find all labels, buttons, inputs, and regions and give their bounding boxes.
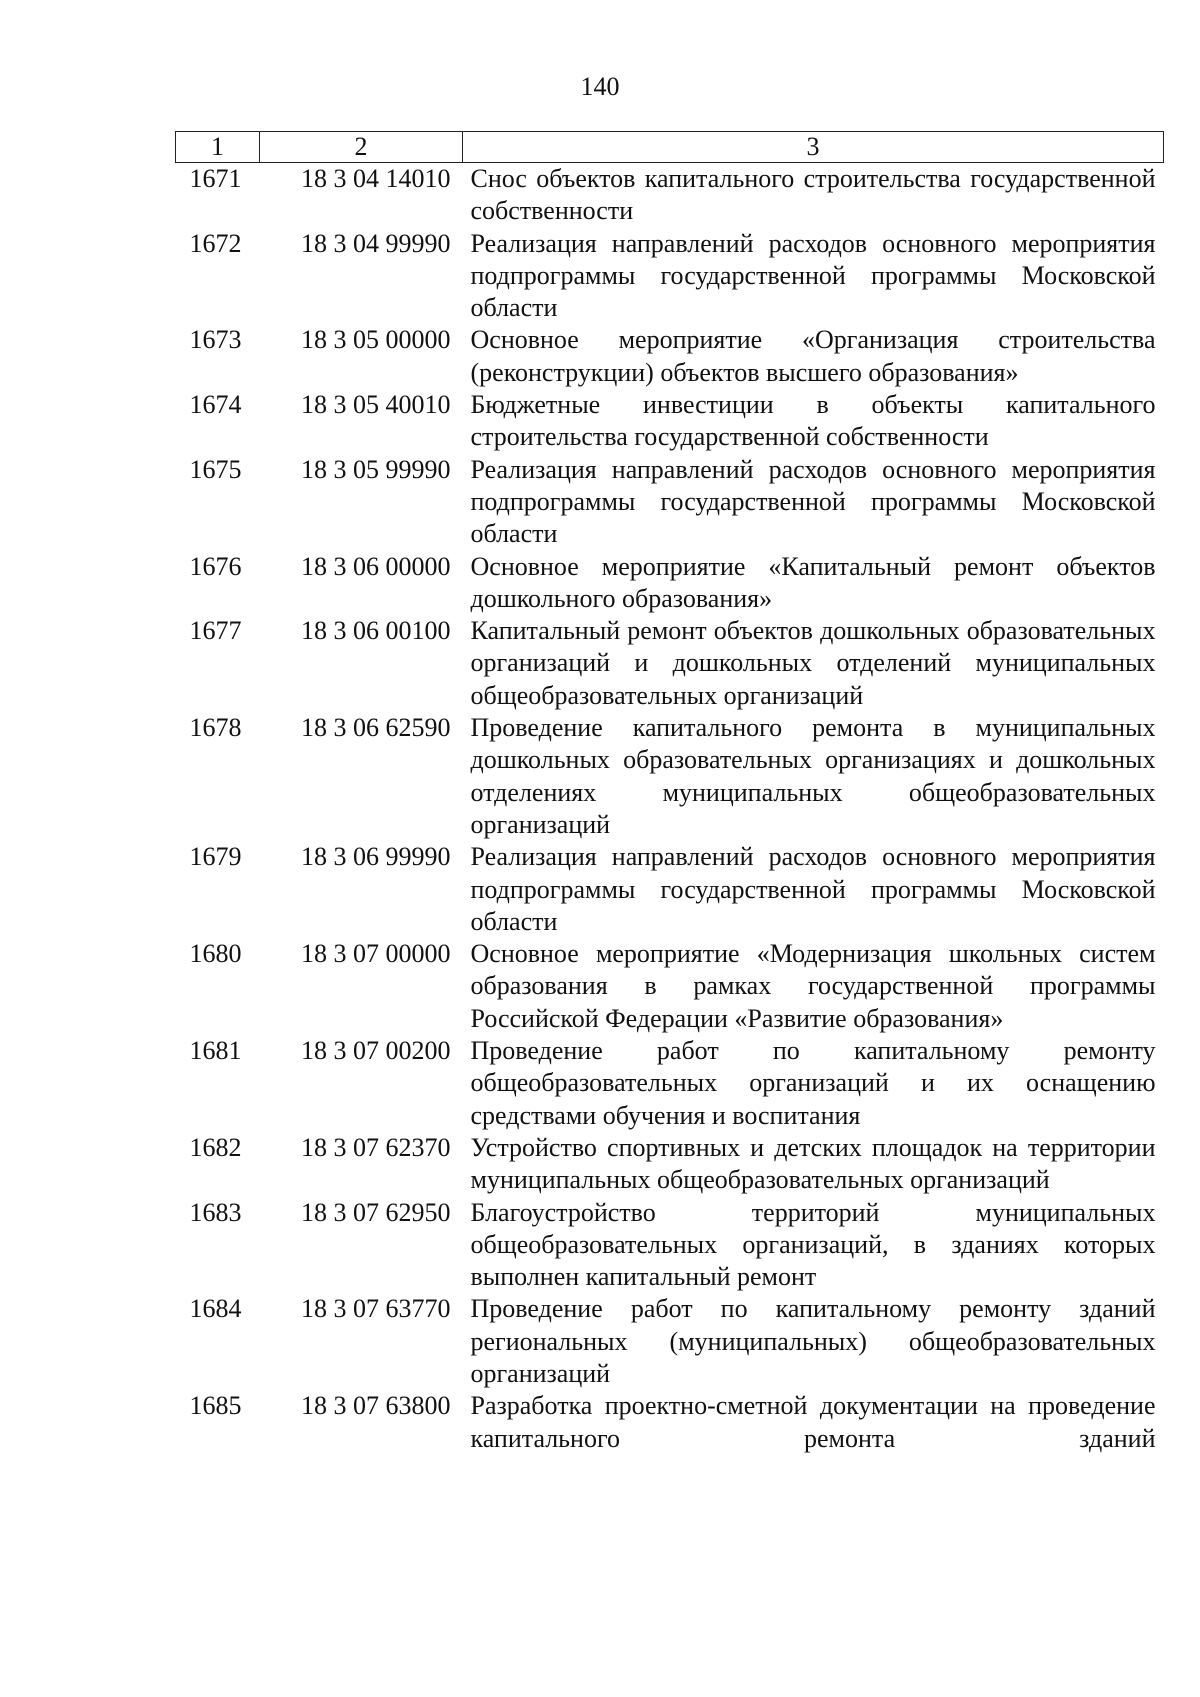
classification-code: 18 3 04 99990	[301, 228, 451, 258]
classification-code: 18 3 05 99990	[301, 454, 451, 484]
table-row	[176, 1132, 1164, 1197]
row-number: 1680	[189, 939, 242, 969]
row-number: 1684	[189, 1294, 242, 1324]
classification-code: 18 3 07 00200	[301, 1036, 451, 1066]
classification-code: 18 3 05 40010	[301, 390, 451, 420]
table-row	[176, 1293, 1164, 1390]
table-row	[176, 454, 1164, 551]
table-row	[176, 228, 1164, 325]
row-description: Основное мероприятие «Капитальный ремонт объектов дошкольного образования»	[470, 551, 1156, 613]
row-description: Благоустройство территорий муниципальных общеобразовательных организаций, в зданиях которых выполнен капитальный ремонт	[470, 1197, 1156, 1292]
row-number: 1679	[189, 842, 242, 872]
row-number: 1673	[189, 325, 242, 355]
table-row	[176, 389, 1164, 454]
row-description: Проведение капитального ремонта в муниципальных дошкольных образовательных организациях и дошкольных отделениях муниципальных общеобразовательных организаций	[470, 713, 1156, 839]
row-description: Бюджетные инвестиции в объекты капитального строительства государственной собственности	[470, 390, 1156, 452]
page-number: 140	[580, 72, 620, 101]
table-row	[176, 615, 1164, 712]
classification-code: 18 3 06 00000	[301, 551, 451, 581]
row-description: Устройство спортивных и детских площадок на территории муниципальных общеобразовательных организаций	[470, 1132, 1156, 1195]
row-description: Проведение работ по капитальному ремонту общеобразовательных организаций и их оснащению средствами обучения и воспитания	[470, 1036, 1156, 1130]
column-header-code: 2	[260, 132, 463, 163]
table-row	[176, 841, 1164, 938]
table-row	[176, 938, 1164, 1035]
row-description: Снос объектов капитального строительства государственной собственности	[470, 164, 1156, 226]
row-number: 1676	[189, 551, 242, 581]
table-row	[176, 551, 1164, 616]
row-number: 1674	[189, 390, 242, 420]
table-row	[176, 163, 1164, 228]
classification-code: 18 3 06 62590	[301, 713, 451, 743]
table-row	[176, 1035, 1164, 1132]
row-number: 1675	[189, 454, 242, 484]
row-number: 1681	[189, 1036, 242, 1066]
row-description: Реализация направлений расходов основного мероприятия подпрограммы государственной программы Московской области	[470, 228, 1156, 323]
row-number: 1678	[189, 713, 242, 743]
classification-code: 18 3 05 00000	[301, 325, 451, 355]
row-number: 1685	[189, 1391, 242, 1421]
row-description: Разработка проектно-сметной документации на проведение капитального ремонта зданий	[470, 1391, 1156, 1453]
row-description: Основное мероприятие «Организация строительства (реконструкции) объектов высшего образования»	[470, 325, 1156, 387]
classification-code: 18 3 07 63770	[301, 1294, 451, 1324]
table-row	[176, 324, 1164, 389]
row-number: 1682	[189, 1132, 242, 1162]
row-number: 1677	[189, 616, 242, 646]
table-header	[176, 132, 1164, 163]
table-row	[176, 1390, 1164, 1455]
column-header-number: 1	[176, 132, 260, 163]
classification-code: 18 3 06 99990	[301, 842, 451, 872]
row-description: Основное мероприятие «Модернизация школьных систем образования в рамках государственной программы Российской Федерации «Развитие образования»	[470, 939, 1156, 1033]
column-header-description: 3	[463, 132, 1164, 163]
budget-classification-table	[175, 131, 1164, 1455]
classification-code: 18 3 07 63800	[301, 1391, 451, 1421]
row-description: Реализация направлений расходов основного мероприятия подпрограммы государственной программы Московской области	[470, 842, 1156, 936]
classification-code: 18 3 07 62950	[301, 1197, 451, 1227]
classification-code: 18 3 07 62370	[301, 1132, 451, 1162]
classification-code: 18 3 06 00100	[301, 616, 451, 646]
classification-code: 18 3 07 00000	[301, 939, 451, 969]
row-description: Проведение работ по капитальному ремонту зданий региональных (муниципальных) общеобразовательных организаций	[470, 1294, 1156, 1388]
row-number: 1683	[189, 1197, 242, 1227]
table-row	[176, 712, 1164, 841]
classification-code: 18 3 04 14010	[301, 164, 451, 193]
table-row	[176, 1197, 1164, 1294]
row-description: Капитальный ремонт объектов дошкольных образовательных организаций и дошкольных отделений муниципальных общеобразовательных организаций	[470, 616, 1156, 710]
row-description: Реализация направлений расходов основного мероприятия подпрограммы государственной программы Московской области	[470, 454, 1156, 549]
row-number: 1671	[189, 164, 242, 193]
row-number: 1672	[189, 228, 242, 258]
table-body	[176, 163, 1164, 1455]
header-row	[176, 132, 1164, 163]
